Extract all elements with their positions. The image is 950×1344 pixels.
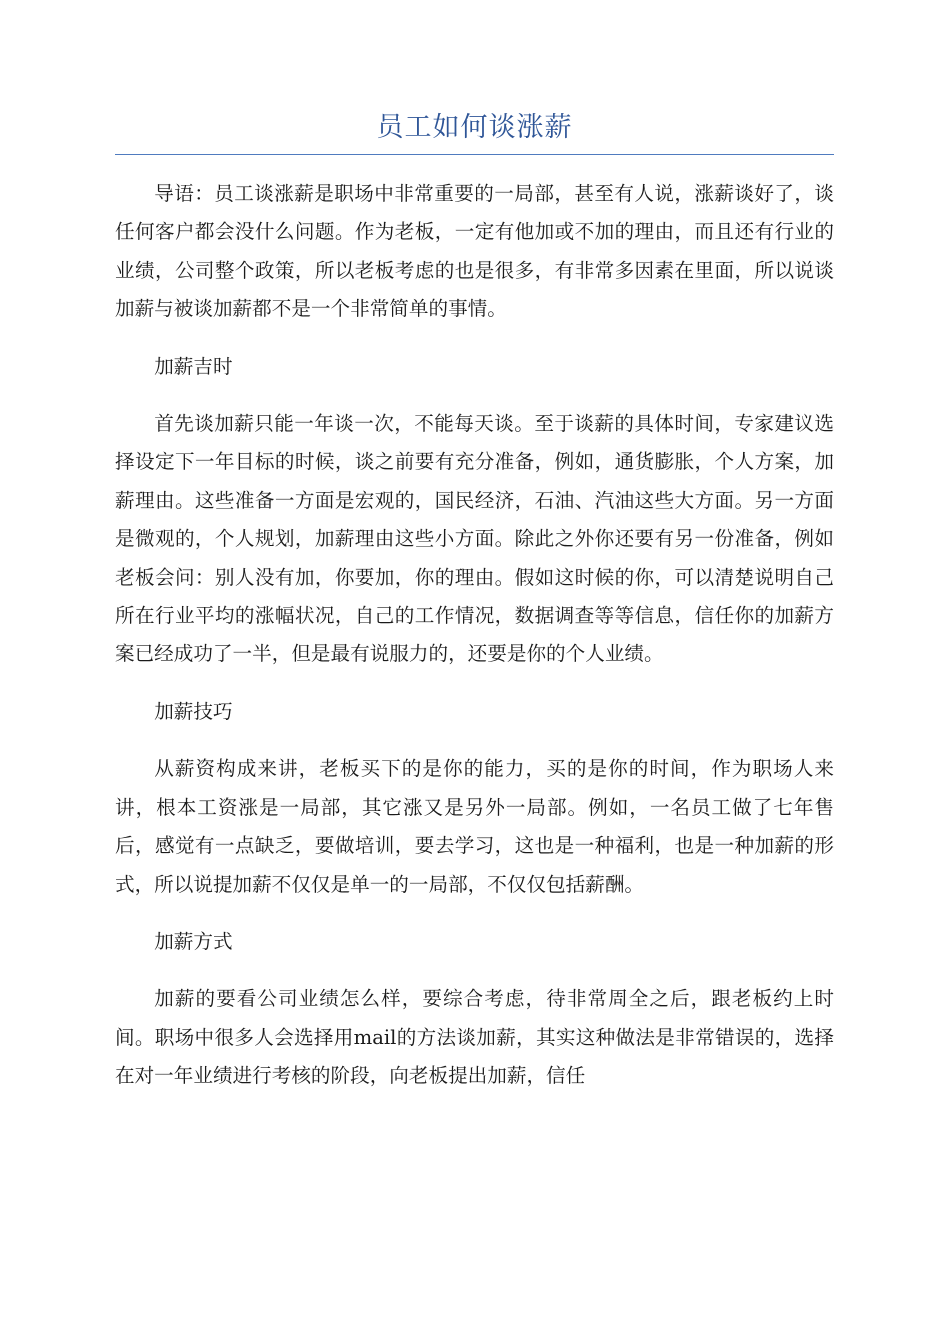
document-body (115, 175, 834, 1115)
paragraph-methods: 加薪的要看公司业绩怎么样，要综合考虑，待非常周全之后，跟老板约上时间。职场中很多人会选择用mail的方法谈加薪，其实这种做法是非常错误的，选择在对一年业绩进行考核的阶段，向老板提出加薪，信任 (115, 987, 834, 1088)
paragraph-intro: 导语：员工谈涨薪是职场中非常重要的一局部，甚至有人说，涨薪谈好了，谈任何客户都会没什么问题。作为老板，一定有他加或不加的理由，而且还有行业的业绩，公司整个政策，所以老板考虑的也是很多，有非常多因素在里面，所以说谈加薪与被谈加薪都不是一个非常简单的事情。 (115, 182, 834, 321)
section-heading-timing: 加薪吉时 (154, 354, 233, 378)
paragraph-skills: 从薪资构成来讲，老板买下的是你的能力，买的是你的时间，作为职场人来讲，根本工资涨是一局部，其它涨又是另外一局部。例如，一名员工做了七年售后，感觉有一点缺乏，要做培训，要去学习，这也是一种福利，也是一种加薪的形式，所以说提加薪不仅仅是单一的一局部，不仅仅包括薪酬。 (115, 757, 834, 896)
document-title: 员工如何谈涨薪 (376, 112, 573, 143)
paragraph-timing: 首先谈加薪只能一年谈一次，不能每天谈。至于谈薪的具体时间，专家建议选择设定下一年目标的时候，谈之前要有充分准备，例如，通货膨胀，个人方案，加薪理由。这些准备一方面是宏观的，国民经济，石油、汽油这些大方面。另一方面是微观的，个人规划，加薪理由这些小方面。除此之外你还要有另一份准备，例如老板会问：别人没有加，你要加，你的理由。假如这时候的你，可以清楚说明自己所在行业平均的涨幅状况，自己的工作情况，数据调查等等信息，信任你的加薪方案已经成功了一半，但是最有说服力的，还要是你的个人业绩。 (115, 412, 834, 666)
section-heading-methods: 加薪方式 (154, 929, 233, 953)
section-heading-skills: 加薪技巧 (154, 699, 233, 723)
title-underline (115, 154, 834, 155)
